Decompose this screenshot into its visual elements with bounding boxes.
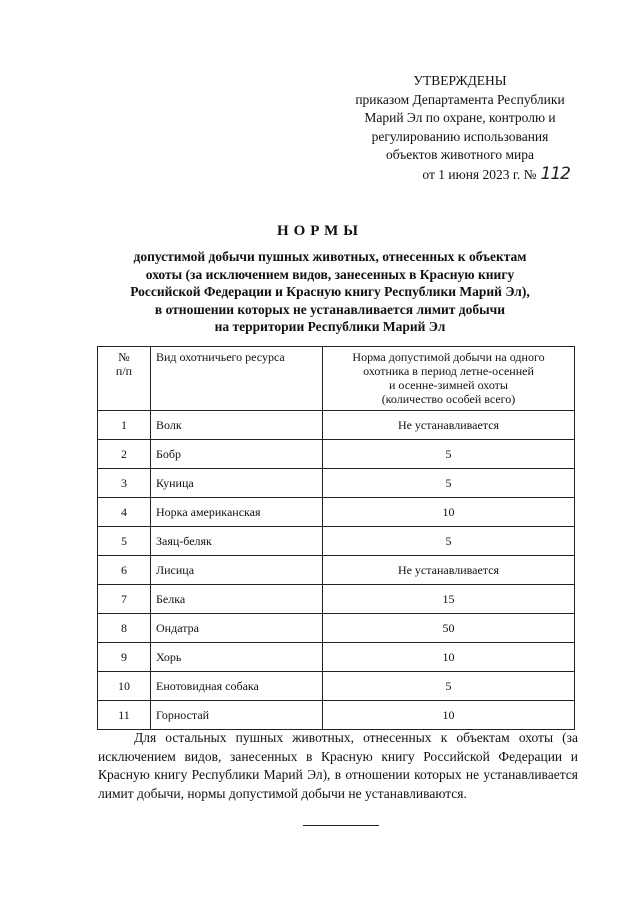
- row-species: Заяц-беляк: [151, 527, 323, 556]
- row-number: 7: [98, 585, 151, 614]
- row-norm: Не устанавливается: [323, 411, 575, 440]
- table-row: [98, 411, 575, 440]
- row-number: 1: [98, 411, 151, 440]
- footnote-text: Для остальных пушных животных, отнесенных к объектам охоты (за исключением видов, занесенных в Красную книгу Российской Федерации и Красную книгу Республики Марий Эл), в отношении которых не устанавливается лимит добычи, нормы допустимой добычи не устанавливаются.: [98, 730, 578, 801]
- approval-line: Марий Эл по охране, контролю и: [364, 110, 556, 125]
- row-number: 2: [98, 440, 151, 469]
- row-norm: 5: [323, 469, 575, 498]
- header-norm-line: (количество особей всего): [381, 392, 516, 406]
- table-row: [98, 556, 575, 585]
- row-number: 8: [98, 614, 151, 643]
- row-species: Норка американская: [151, 498, 323, 527]
- header-norm-line: и осенне-зимней охоты: [388, 378, 508, 392]
- table-row: [98, 527, 575, 556]
- row-number: 9: [98, 643, 151, 672]
- row-species: Волк: [151, 411, 323, 440]
- row-norm: 50: [323, 614, 575, 643]
- row-norm: 10: [323, 643, 575, 672]
- table-row: [98, 585, 575, 614]
- table-row: [98, 469, 575, 498]
- subtitle-line: Российской Федерации и Красную книгу Республики Марий Эл),: [130, 284, 530, 299]
- header-norm-line: Норма допустимой добычи на одного: [352, 350, 545, 364]
- header-number-line: п/п: [115, 364, 133, 378]
- subtitle-line: в отношении которых не устанавливается лимит добычи: [154, 301, 506, 317]
- row-species: Белка: [151, 585, 323, 614]
- row-number: 10: [98, 672, 151, 701]
- header-number: [98, 347, 151, 411]
- subtitle-line: допустимой добычи пушных животных, отнесенных к объектам: [133, 249, 527, 264]
- subtitle-line: охоты (за исключением видов, занесенных в Красную книгу: [145, 266, 515, 282]
- table-row: [98, 672, 575, 701]
- row-norm: Не устанавливается: [323, 556, 575, 585]
- header-number-line: №: [118, 350, 130, 364]
- row-species: Горностай: [151, 701, 323, 730]
- row-norm: 5: [323, 527, 575, 556]
- closing-divider: [303, 825, 379, 826]
- footnote-paragraph: [98, 729, 578, 803]
- approval-date-line: [330, 165, 590, 185]
- table-row: [98, 701, 575, 730]
- approval-line: объектов животного мира: [386, 147, 534, 162]
- subtitle-line: на территории Республики Марий Эл: [214, 319, 446, 334]
- approval-title: УТВЕРЖДЕНЫ: [413, 73, 507, 88]
- document-subtitle: [100, 248, 560, 336]
- norms-table: [97, 346, 575, 730]
- row-norm: 5: [323, 672, 575, 701]
- header-resource: Вид охотничьего ресурса: [151, 347, 323, 411]
- order-number-handwritten: 112: [540, 163, 570, 184]
- document-title: НОРМЫ: [276, 223, 364, 239]
- row-norm: 10: [323, 701, 575, 730]
- table-header-row: [98, 347, 575, 411]
- header-norm-line: охотника в период летне-осенней: [363, 364, 534, 378]
- table-row: [98, 440, 575, 469]
- row-species: Куница: [151, 469, 323, 498]
- row-species: Хорь: [151, 643, 323, 672]
- row-species: Ондатра: [151, 614, 323, 643]
- header-norm: [323, 347, 575, 411]
- row-number: 3: [98, 469, 151, 498]
- row-norm: 10: [323, 498, 575, 527]
- row-norm: 5: [323, 440, 575, 469]
- table-row: [98, 643, 575, 672]
- row-species: Енотовидная собака: [151, 672, 323, 701]
- table-row: [98, 498, 575, 527]
- approval-date: от 1 июня 2023 г. №: [422, 166, 537, 182]
- row-species: Бобр: [151, 440, 323, 469]
- row-number: 4: [98, 498, 151, 527]
- approval-line: регулированию использования: [371, 128, 549, 144]
- row-number: 6: [98, 556, 151, 585]
- table-row: [98, 614, 575, 643]
- row-species: Лисица: [151, 556, 323, 585]
- approval-block: [330, 72, 590, 184]
- row-number: 5: [98, 527, 151, 556]
- row-norm: 15: [323, 585, 575, 614]
- approval-line: приказом Департамента Республики: [355, 91, 565, 107]
- row-number: 11: [98, 701, 151, 730]
